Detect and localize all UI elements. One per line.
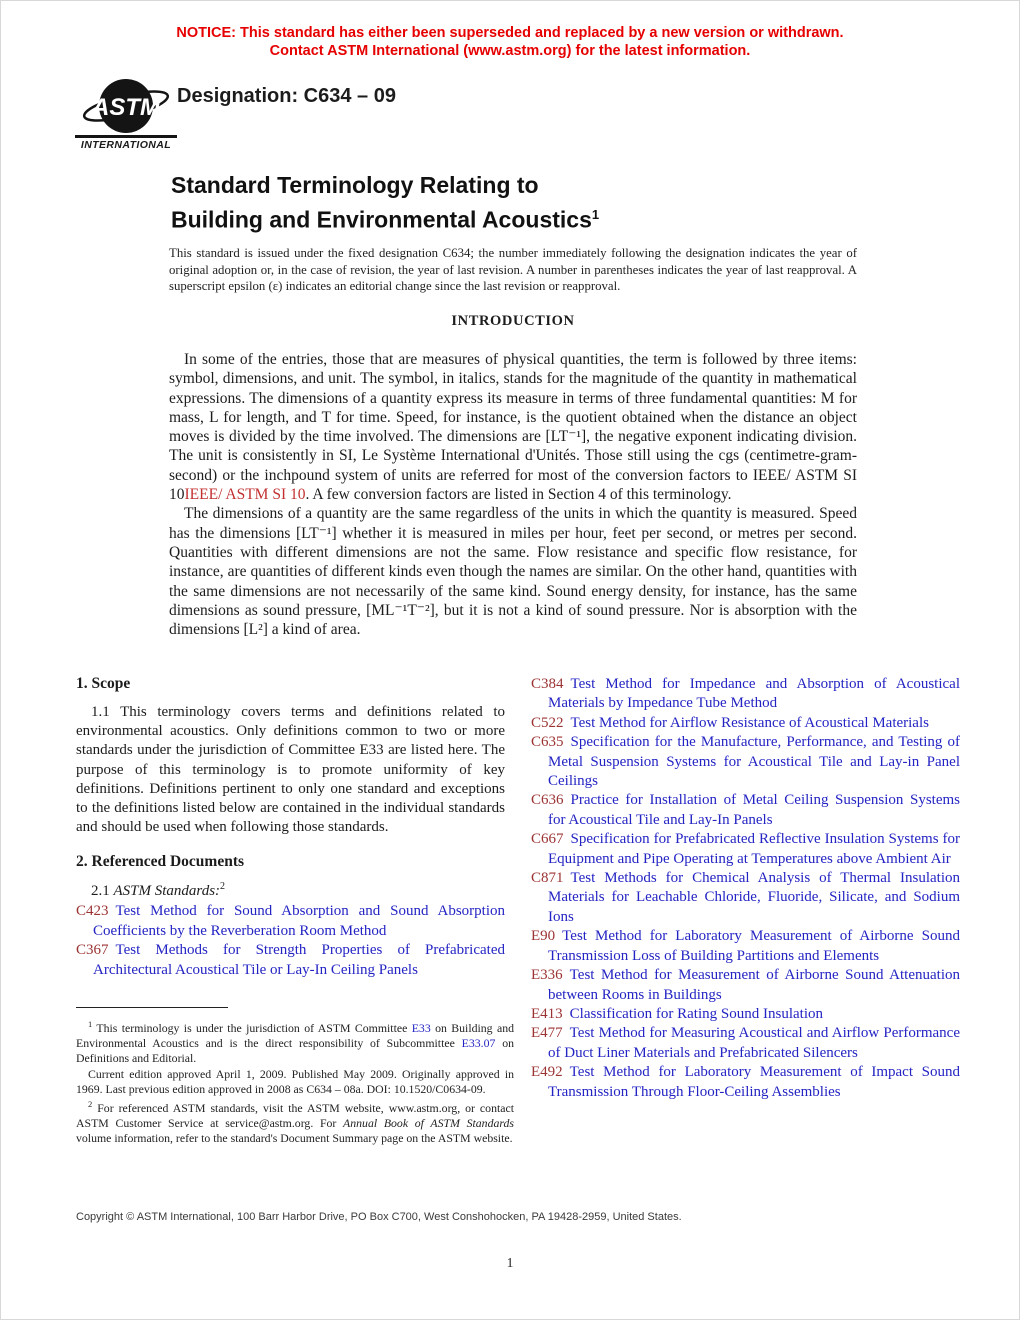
standard-designation-link[interactable]: C871 bbox=[531, 870, 564, 887]
notice-line-2: Contact ASTM International (www.astm.org) for the latest information. bbox=[269, 42, 751, 59]
designation-label: Designation: C634 – 09 bbox=[177, 85, 396, 107]
standard-title-link[interactable]: Test Method for Airflow Resistance of Acoustical Materials bbox=[570, 714, 929, 731]
footnote-2: $^2$ For referenced ASTM standards, visit the ASTM website, www.astm.org, or contact ASTM Customer Service at service@astm.org. For Annual Book of ASTM Standards volume information, refer to the standard's Document Summary page on the ASTM website. bbox=[76, 1098, 515, 1146]
referenced-documents-heading: 2. Referenced Documents bbox=[76, 853, 245, 871]
issuance-statement: This standard is issued under the fixed designation C634; the number immediately following the designation indicates the year of original adoption or, in the case of revision, the year of last revision. A number in parentheses indicates the year of last reapproval. A superscript epsilon (ε) indicates an editorial change since the last revision or reapproval. bbox=[169, 246, 857, 293]
standard-designation-link[interactable]: E90 bbox=[531, 928, 556, 945]
standard-title-link[interactable]: Classification for Rating Sound Insulation bbox=[569, 1005, 823, 1022]
subcommittee-e33-07-link[interactable]: E33.07 bbox=[461, 1036, 496, 1051]
standard-title-link[interactable]: Test Method for Laboratory Measurement of Airborne Sound Transmission Loss of Building Partitions and Elements bbox=[548, 928, 960, 964]
document-title bbox=[171, 171, 599, 235]
astm-standards-subheading: 2.1 ASTM Standards:$^2$ bbox=[91, 881, 226, 900]
standard-title-link[interactable]: Test Method for Measuring Acoustical and Airflow Performance of Duct Liner Materials and Prefabricated Silencers bbox=[548, 1025, 960, 1061]
footnote-1-edition: Current edition approved April 1, 2009. Published May 2009. Originally approved in 1969. Last previous edition approved in 2008 as C634 – 08a. DOI: 10.1520/C0634-09. bbox=[76, 1066, 514, 1096]
standard-item bbox=[531, 830, 960, 869]
introduction-heading: INTRODUCTION bbox=[451, 313, 575, 329]
standard-item bbox=[531, 1005, 960, 1024]
introduction-section bbox=[169, 313, 857, 639]
logo-international-label: INTERNATIONAL bbox=[75, 135, 177, 151]
standard-designation-link[interactable]: C384 bbox=[531, 676, 564, 692]
standard-item bbox=[531, 1063, 960, 1102]
standard-designation-link[interactable]: E492 bbox=[531, 1064, 563, 1081]
title-line-1: Standard Terminology Relating to bbox=[171, 172, 539, 198]
standard-item bbox=[76, 941, 505, 980]
standard-item bbox=[531, 966, 960, 1005]
astm-logo bbox=[75, 75, 177, 151]
standard-item bbox=[531, 714, 960, 733]
scope-heading: 1. Scope bbox=[76, 675, 131, 692]
ieee-astm-si10-link[interactable]: IEEE/ ASTM SI 10 bbox=[184, 486, 306, 504]
standards-list-left bbox=[76, 902, 505, 980]
standard-item bbox=[531, 791, 960, 830]
supersession-notice bbox=[1, 25, 1019, 60]
notice-line-1: NOTICE: This standard has either been superseded and replaced by a new version or withdrawn. bbox=[176, 25, 844, 41]
standard-title-link[interactable]: Specification for Prefabricated Reflective Insulation Systems for Equipment and Pipe Operating at Temperatures above Ambient Air bbox=[548, 831, 960, 867]
standards-list-right bbox=[531, 675, 960, 1102]
standard-item bbox=[531, 733, 960, 791]
standard-title-link[interactable]: Test Methods for Strength Properties of Prefabricated Architectural Acoustical Tile or Lay-In Ceiling Panels bbox=[93, 942, 505, 978]
introduction-paragraph-1: In some of the entries, those that are measures of physical quantities, the term is followed by three items: symbol, dimensions, and unit. The symbol, in italics, stands for the magnitude of the quantity in mathematical expressions. The dimensions of a quantity express its measure in terms of three fundamental quantities: M for mass, L for length, and T for time. Speed, for instance, is the quotient obtained when the distance an object moves is divided by the time involved. The dimensions are [LT⁻¹], the negative exponent indicating division. The unit is consistently in SI, Le Système International d'Unités. Those still using the cgs (centimetre-gram-second) or the inchpound system of units are referred for most of the conversion factors to IEEE/ ASTM SI 10IEEE/ ASTM SI 10. A few conversion factors are listed in Section 4 of this terminology. bbox=[169, 351, 857, 504]
standard-title-link[interactable]: Test Method for Laboratory Measurement of Impact Sound Transmission Through Floor-Ceiling Assemblies bbox=[548, 1064, 960, 1100]
footnotes-block bbox=[76, 1007, 514, 1146]
footnote-1: $^1$ This terminology is under the jurisdiction of ASTM Committee E33 on Building and Environmental Acoustics and is the direct responsibility of Subcommittee E33.07 on Definitions and Editorial. bbox=[76, 1019, 514, 1066]
title-line-2: Building and Environmental Acoustics$^1$ bbox=[171, 206, 600, 233]
svg-text:ASTM: ASTM bbox=[92, 94, 160, 121]
standard-item bbox=[531, 675, 960, 714]
standard-title-link[interactable]: Test Method for Measurement of Airborne Sound Attenuation between Rooms in Buildings bbox=[548, 967, 960, 1003]
standard-designation-link[interactable]: C423 bbox=[76, 903, 109, 920]
standard-item bbox=[531, 927, 960, 966]
astm-globe-icon bbox=[80, 75, 172, 141]
standard-designation-link[interactable]: C667 bbox=[531, 831, 564, 848]
standard-designation-link[interactable]: C636 bbox=[531, 792, 564, 809]
standard-item bbox=[531, 1024, 960, 1063]
committee-e33-link[interactable]: E33 bbox=[411, 1020, 431, 1035]
standard-designation-link[interactable]: E413 bbox=[531, 1005, 563, 1022]
standard-designation-link[interactable]: E477 bbox=[531, 1025, 563, 1042]
introduction-paragraph-2: The dimensions of a quantity are the same regardless of the units in which the quantity is measured. Speed has the dimensions [LT⁻¹] whether it is measured in miles per hour, feet per second, or metres per second. Quantities with different dimensions are not the same. Flow resistance and specific flow resistance, for instance, are quantities of different kinds even though the names are similar. On the other hand, quantities with the same dimensions are not necessarily of the same kind. Sound energy density, for instance, has the same dimensions as sound pressure, [ML⁻¹T⁻²], but it is not a kind of sound pressure. Nor is absorption with the dimensions [L²] a kind of area. bbox=[169, 505, 857, 639]
standard-designation-link[interactable]: C635 bbox=[531, 734, 564, 751]
standard-designation-link[interactable]: C522 bbox=[531, 714, 564, 731]
standard-designation-link[interactable]: C367 bbox=[76, 942, 109, 959]
standard-item bbox=[531, 869, 960, 927]
standards-footnote-ref[interactable]: 2 bbox=[220, 881, 226, 893]
scope-paragraph: 1.1 This terminology covers terms and definitions related to environmental acoustics. Only definitions common to two or more standards under the jurisdiction of Committee E33 are listed here. The purpose of this terminology is to promote uniformity of key definitions. Definitions pertinent to only one standard and exceptions to the definitions listed below are contained in the individual standards and should be used when following those standards. bbox=[76, 704, 505, 836]
standard-item bbox=[76, 902, 505, 941]
standard-title-link[interactable]: Test Method for Impedance and Absorption of Acoustical Materials by Impedance Tube Method bbox=[548, 676, 960, 712]
standard-designation-link[interactable]: E336 bbox=[531, 967, 563, 984]
page-number: 1 bbox=[506, 1255, 514, 1270]
right-column bbox=[531, 675, 960, 1102]
copyright-line: Copyright © ASTM International, 100 Barr Harbor Drive, PO Box C700, West Conshohocken, PA 19428-2959, United States. bbox=[76, 1211, 682, 1223]
standard-title-link[interactable]: Specification for the Manufacture, Performance, and Testing of Metal Suspension Systems for Acoustical Tile and Lay-in Panel Ceilings bbox=[548, 734, 960, 790]
footnote-separator bbox=[76, 1007, 228, 1008]
standard-title-link[interactable]: Test Methods for Chemical Analysis of Thermal Insulation Materials for Leachable Chloride, Fluoride, Silicate, and Sodium Ions bbox=[548, 870, 960, 925]
standard-title-link[interactable]: Test Method for Sound Absorption and Sound Absorption Coefficients by the Reverberation Room Method bbox=[93, 903, 505, 939]
standard-title-link[interactable]: Practice for Installation of Metal Ceiling Suspension Systems for Acoustical Tile and Lay-In Panels bbox=[548, 792, 960, 828]
title-footnote-ref[interactable]: 1 bbox=[591, 207, 600, 222]
